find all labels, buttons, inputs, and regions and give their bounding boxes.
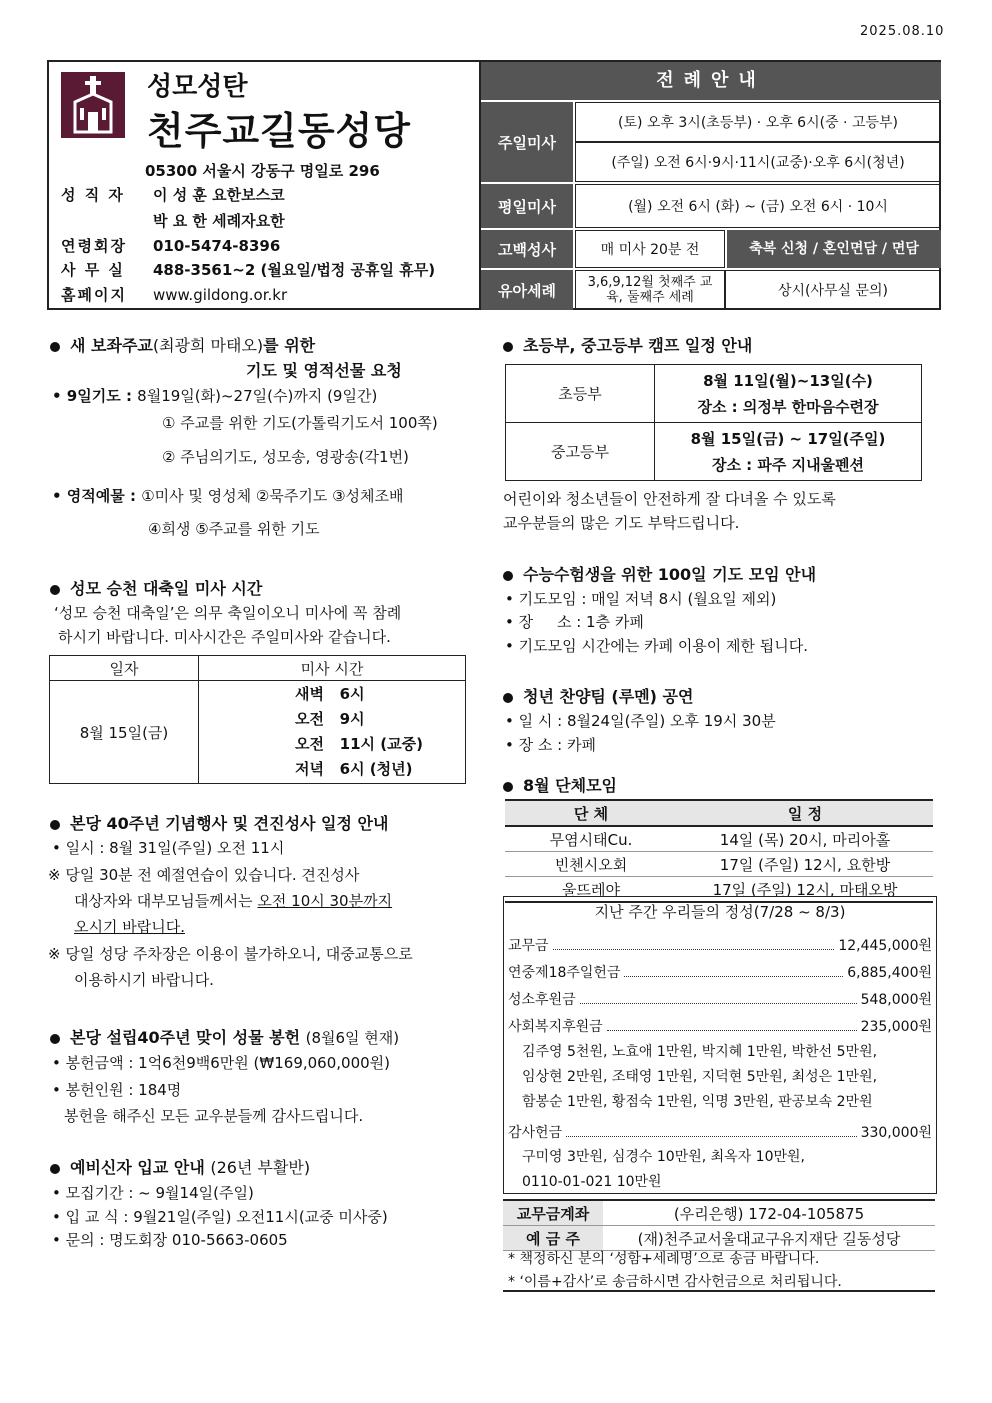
bullet-icon: [50, 585, 60, 595]
offering-amount: 548,000원: [860, 992, 932, 1008]
bullet-icon: [503, 693, 513, 703]
camp-title-row: [503, 333, 752, 356]
bulletin-date: 2025.08.10: [860, 24, 945, 39]
anniversary-title: 본당 40주년 기념행사 및 견진성사 일정 안내: [70, 814, 389, 833]
clergy-2: 박 요 한 세례자요한: [153, 212, 285, 230]
council-label: 연령회장: [61, 237, 127, 255]
choir-line-2: • 장 소 : 카페: [505, 736, 596, 754]
assumption-desc-2: 하시기 바랍니다. 미사시간은 주일미사와 같습니다.: [58, 628, 391, 646]
catechumen-ceremony: • 입 교 식 : 9월21일(주일) 오전11시(교중 미사중): [52, 1208, 388, 1226]
camp-date: 8월 11일(월)~13일(수): [703, 371, 873, 390]
group-when: 14일 (목) 20시, 마리아홀: [677, 826, 933, 852]
bishop-title: [50, 333, 315, 356]
bullet-icon: [503, 342, 513, 352]
assumption-desc-1: ‘성모 승천 대축일’은 의무 축일이오니 미사에 꼭 참례: [54, 604, 402, 622]
bishop-title-1: 새 보좌주교: [70, 336, 153, 355]
catechumen-title: 예비신자 입교 안내: [70, 1158, 205, 1177]
nine-day-1: ① 주교를 위한 기도(가톨릭기도서 100쪽): [162, 414, 438, 432]
offering-amount: 6,885,400원: [847, 965, 932, 981]
liturgy-panel: [479, 62, 941, 310]
offering-label: 성소후원금: [508, 992, 576, 1008]
clergy-1: 이 성 훈 요한보스코: [153, 186, 285, 204]
camp-date: 8월 15일(금) ~ 17일(주일): [690, 429, 886, 448]
col-date: 일자: [50, 656, 199, 681]
assumption-date: 8월 15일(금): [50, 681, 199, 784]
account-table: [503, 1199, 935, 1251]
catechumen-period: • 모집기간 : ~ 9월14일(주일): [52, 1184, 254, 1202]
depositor-value: (재)천주교서울대교구유지재단 길동성당: [637, 1229, 901, 1248]
groups-title: 8월 단체모임: [523, 776, 617, 795]
donor-line: 임상현 2만원, 조태영 1만원, 지덕현 5만원, 최성은 1만원,: [522, 1069, 878, 1085]
offering-row: [508, 989, 932, 1009]
offering-amount: 330,000원: [860, 1125, 932, 1141]
donation-title: 본당 설립40주년 맞이 성물 봉헌: [70, 1028, 301, 1047]
prayer100-line-2: • 장 소 : 1층 카페: [505, 613, 644, 631]
camp-place: 장소 : 의정부 한마음수련장: [697, 397, 879, 416]
donation-title-note: (8월6일 현재): [305, 1029, 400, 1047]
parish-name: 천주교길동성당: [147, 109, 411, 153]
choir-title-row: [503, 684, 693, 707]
bishop-title-paren: (최광희 마태오): [152, 336, 264, 355]
bullet-icon: [503, 782, 513, 792]
sunday-mass-1: (토) 오후 3시(초등부) · 오후 6시(중 · 고등부): [575, 102, 941, 142]
spiritual-gift-label: • 영적예물 :: [52, 487, 142, 505]
anniversary-title-row: [50, 811, 388, 834]
thanks-donors: [522, 1145, 805, 1195]
offering-row: [508, 935, 932, 955]
bishop-title-2: 를 위한: [263, 336, 316, 355]
account-label: 교무금계좌: [503, 1200, 603, 1226]
bullet-icon: [50, 342, 60, 352]
confession-value: 매 미사 20분 전: [575, 230, 725, 268]
offering-label: 감사헌금: [508, 1125, 563, 1141]
sunday-mass-label: 주일미사: [481, 102, 573, 182]
anniversary-note-1a: ※ 당일 30분 전 예절연습이 있습니다. 견진성사: [48, 866, 360, 884]
anniversary-note-time: 오전 10시 30분까지: [257, 892, 393, 910]
choir-line-1: • 일 시 : 8월24일(주일) 오후 19시 30분: [505, 712, 776, 730]
account-number: (우리은행) 172-04-105875: [673, 1204, 865, 1223]
assumption-mass-table: [49, 655, 466, 784]
camp-note-2: 교우분들의 많은 기도 부탁드립니다.: [503, 514, 740, 532]
group-when: 17일 (주일) 12시, 마태오방: [677, 877, 933, 903]
nine-day-prayer: [52, 385, 377, 407]
assumption-title: 성모 승천 대축일 미사 시간: [70, 579, 263, 598]
bullet-icon: [50, 1034, 60, 1044]
baptism-label: 유아세례: [481, 270, 573, 310]
catechumen-title-note: (26년 부활반): [210, 1158, 311, 1177]
mass-time: 새벽 6시: [295, 685, 365, 703]
office-value: 488-3561~2 (월요일/법정 공휴일 휴무): [153, 261, 436, 279]
offering-amount: 12,445,000원: [838, 938, 932, 954]
spiritual-gift-2: ④희생 ⑤주교를 위한 기도: [148, 520, 320, 538]
offering-label: 사회복지후원금: [508, 1019, 603, 1035]
donor-line: 0110-01-021 10만원: [522, 1174, 662, 1190]
offering-row: [508, 1016, 932, 1036]
header-box: [47, 60, 941, 310]
group-name: 울뜨레야: [505, 877, 677, 903]
camp-group: 초등부: [506, 365, 655, 423]
liturgy-title: 전례안내: [481, 62, 941, 100]
welfare-donors: [522, 1040, 877, 1115]
donor-line: 구미영 3만원, 심경수 10만원, 최옥자 10만원,: [522, 1149, 805, 1165]
camp-table: [505, 364, 922, 481]
depositor-label: 예 금 주: [503, 1226, 603, 1251]
anniversary-note-2b: 이용하시기 바랍니다.: [74, 971, 214, 989]
groups-title-row: [503, 773, 617, 796]
donation-amount: • 봉헌금액 : 1억6천9백6만원 (₩169,060,000원): [52, 1054, 391, 1072]
account-note-1: * 책정하신 분의 ‘성함+세례명’으로 송금 바랍니다.: [508, 1251, 820, 1267]
table-row: [505, 826, 933, 852]
donation-title-row: [50, 1025, 399, 1048]
offering-row: [508, 1122, 932, 1142]
weekday-mass-1: (월) 오전 6시 (화) ~ (금) 오전 6시 · 10시: [575, 184, 941, 228]
choir-title: 청년 찬양팀 (루멘) 공연: [523, 687, 694, 706]
camp-title: 초등부, 중고등부 캠프 일정 안내: [523, 336, 753, 355]
nine-day-value: 8월19일(화)~27일(수)까지 (9일간): [137, 387, 378, 405]
nine-day-2: ② 주님의기도, 성모송, 영광송(각1번): [162, 448, 409, 466]
homepage-row: [61, 284, 287, 305]
offering-row: [508, 962, 932, 982]
spiritual-gift: [52, 485, 404, 507]
office-row: [61, 259, 435, 280]
church-logo: [61, 72, 125, 138]
camp-place: 장소 : 파주 지내울펜션: [711, 455, 865, 474]
mass-time: 저녁 6시 (청년): [295, 760, 413, 778]
bishop-title-3: 기도 및 영적선물 요청: [246, 361, 402, 380]
table-row: [505, 852, 933, 877]
col-group: 단 체: [505, 800, 677, 826]
offering-box: [503, 896, 937, 1194]
council-row: [61, 235, 280, 256]
camp-group: 중고등부: [506, 423, 655, 481]
parish-subtitle: 성모성탄: [147, 72, 248, 102]
donation-people: • 봉헌인원 : 184명: [52, 1081, 182, 1099]
group-when: 17일 (주일) 12시, 요한방: [677, 852, 933, 877]
prayer100-line-3: • 기도모임 시간에는 카페 이용이 제한 됩니다.: [505, 637, 809, 655]
offering-title: 지난 주간 우리들의 정성(7/28 ~ 8/3): [594, 903, 846, 921]
office-label: 사 무 실: [61, 261, 125, 279]
clergy-label: 성 직 자: [61, 186, 125, 204]
offering-label: 연중제18주일헌금: [508, 965, 621, 981]
donor-line: 김주영 5천원, 노효애 1만원, 박지혜 1만원, 박한선 5만원,: [522, 1044, 878, 1060]
offering-label: 교무금: [508, 938, 549, 954]
account-note-2: * ‘이름+감사’로 송금하시면 감사헌금으로 처리됩니다.: [508, 1274, 842, 1290]
anniversary-note-1c: 오시기 바랍니다.: [74, 918, 185, 936]
mass-time: 오전 9시: [295, 710, 365, 728]
donor-line: 함봉순 1만원, 황점숙 1만원, 익명 3만원, 판공보속 2만원: [522, 1094, 873, 1110]
baptism-value: 3,6,9,12월 첫째주 교육, 둘째주 세례: [575, 270, 725, 310]
address: 05300 서울시 강동구 명일로 296: [145, 162, 380, 180]
assumption-title-row: [50, 576, 262, 599]
groups-table: [505, 799, 933, 903]
anniversary-note-1b: 대상자와 대부모님들께서는: [74, 892, 258, 910]
camp-note-1: 어린이와 청소년들이 안전하게 잘 다녀올 수 있도록: [503, 490, 836, 508]
church-building-icon: [61, 72, 125, 138]
blessing-label: 축복 신청 / 혼인면담 / 면담: [727, 230, 941, 268]
prayer100-title-row: [503, 562, 816, 585]
col-time: 미사 시간: [199, 656, 466, 681]
homepage-label: 홈페이지: [61, 286, 127, 304]
nine-day-label: • 9일기도 :: [52, 387, 138, 405]
divider: [503, 1290, 935, 1292]
anniversary-date: • 일시 : 8월 31일(주일) 오전 11시: [52, 839, 285, 857]
anniversary-note-1b-row: [74, 890, 392, 912]
spiritual-gift-1: ①미사 및 영성체 ②묵주기도 ③성체조배: [141, 487, 404, 505]
group-name: 무염시태Cu.: [505, 826, 677, 852]
col-schedule: 일 정: [677, 800, 933, 826]
group-name: 빈첸시오회: [505, 852, 677, 877]
donation-thanks: 봉헌을 해주신 모든 교우분들께 감사드립니다.: [64, 1107, 364, 1125]
clergy-row: [61, 184, 285, 205]
confession-label: 고백성사: [481, 230, 573, 268]
anniversary-note-2a: ※ 당일 성당 주차장은 이용이 불가하오니, 대중교통으로: [48, 945, 413, 963]
bullet-icon: [50, 820, 60, 830]
catechumen-contact: • 문의 : 명도회장 010-5663-0605: [52, 1231, 288, 1249]
sunday-mass-2: (주일) 오전 6시·9시·11시(교중)·오후 6시(청년): [575, 142, 941, 182]
bullet-icon: [503, 571, 513, 581]
prayer100-line-1: • 기도모임 : 매일 저녁 8시 (월요일 제외): [505, 590, 777, 608]
offering-amount: 235,000원: [860, 1019, 932, 1035]
blessing-value: 상시(사무실 문의): [725, 270, 941, 310]
bullet-icon: [50, 1164, 60, 1174]
homepage-link[interactable]: www.gildong.or.kr: [153, 286, 288, 304]
catechumen-title-row: [50, 1155, 310, 1178]
mass-time: 오전 11시 (교중): [295, 735, 423, 753]
council-value: 010-5474-8396: [153, 237, 281, 255]
prayer100-title: 수능수험생을 위한 100일 기도 모임 안내: [523, 565, 817, 584]
weekday-mass-label: 평일미사: [481, 184, 573, 228]
